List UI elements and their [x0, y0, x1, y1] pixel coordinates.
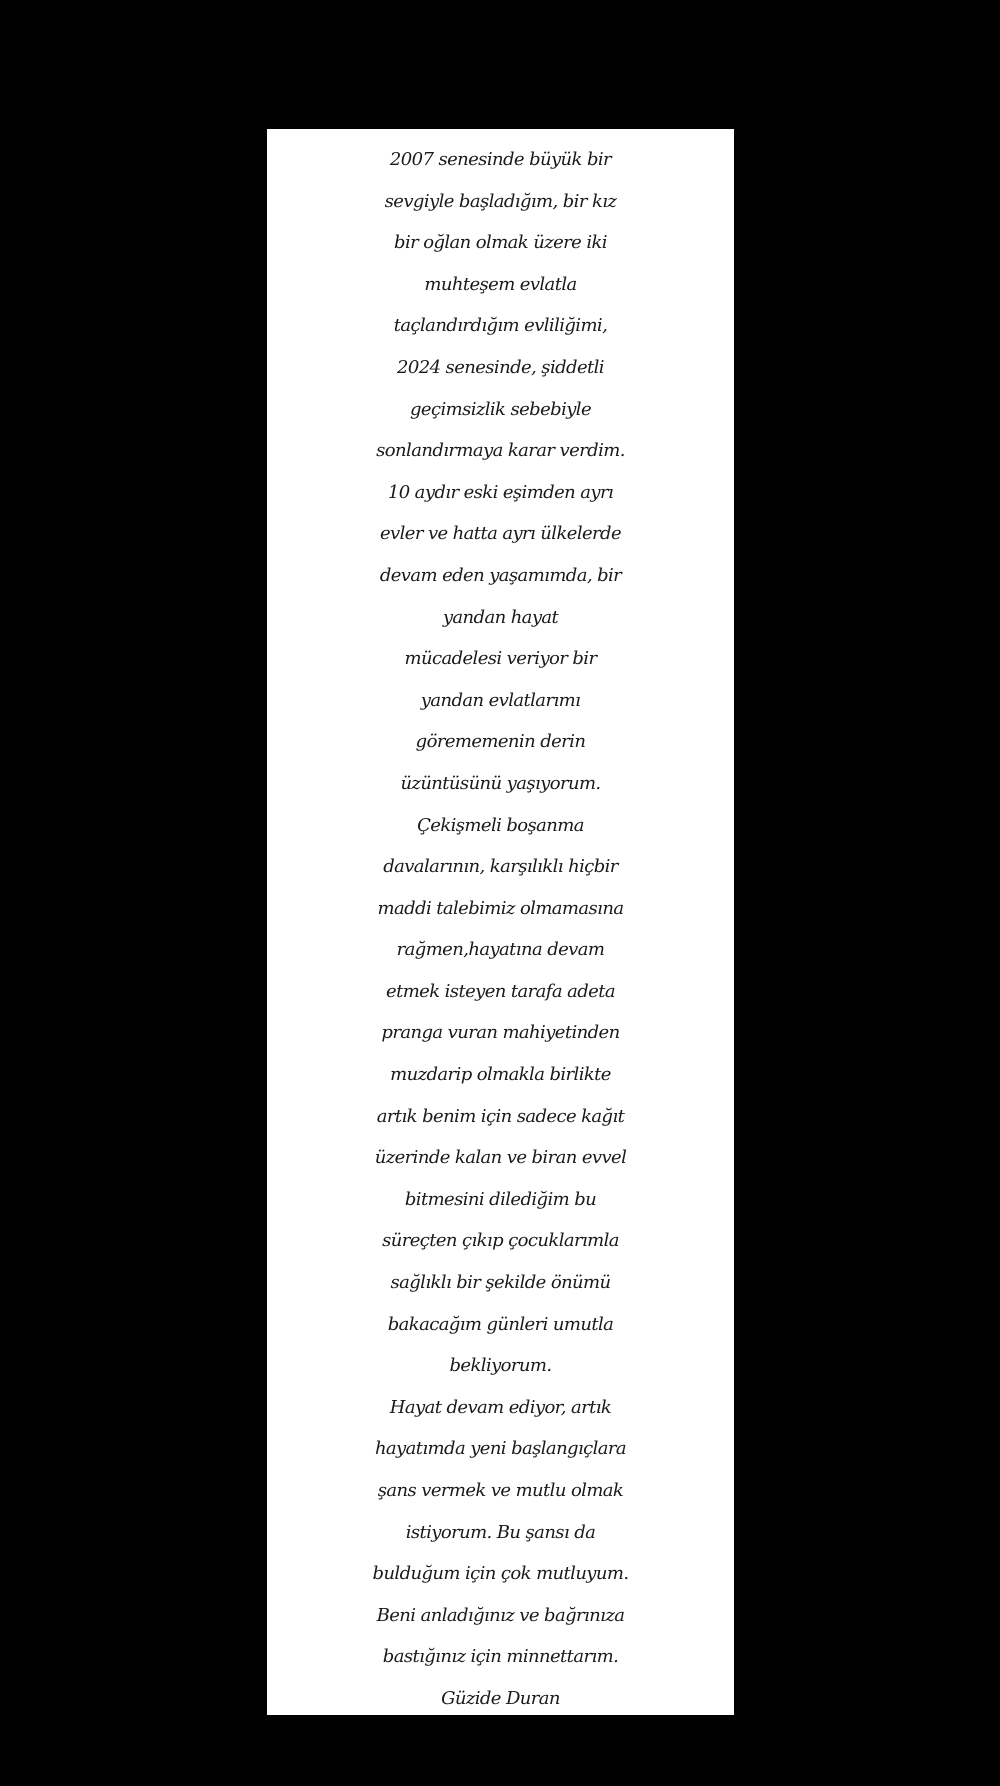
- statement-line: Hayat devam ediyor, artık: [389, 1396, 612, 1418]
- statement-text: [267, 139, 734, 1720]
- statement-line: hayatımda yeni başlangıçlara: [374, 1438, 627, 1460]
- statement-line: şans vermek ve mutlu olmak: [377, 1480, 624, 1501]
- statement-line: bulduğum için çok mutluyum.: [372, 1563, 629, 1585]
- statement-line: üzerinde kalan ve biran evvel: [374, 1147, 627, 1169]
- statement-line: bakacağım günleri umutla: [387, 1313, 614, 1335]
- statement-line: artık benim için sadece kağıt: [376, 1105, 625, 1127]
- statement-line: bekliyorum.: [449, 1355, 552, 1377]
- statement-line: sonlandırmaya karar verdim.: [376, 440, 625, 462]
- statement-line: Beni anladığınız ve bağrınıza: [376, 1604, 625, 1626]
- statement-line: evler ve hatta ayrı ülkelerde: [379, 523, 622, 545]
- statement-line: devam eden yaşamımda, bir: [379, 564, 622, 586]
- statement-line: bitmesini dilediğim bu: [404, 1188, 597, 1210]
- statement-line: rağmen,hayatına devam: [396, 939, 605, 961]
- statement-line: 2024 senesinde, şiddetli: [397, 356, 604, 378]
- statement-line: muzdarip olmakla birlikte: [390, 1064, 611, 1086]
- statement-line: muhteşem evlatla: [424, 273, 577, 295]
- statement-line: üzüntüsünü yaşıyorum.: [400, 772, 601, 794]
- statement-line: etmek isteyen tarafa adeta: [386, 980, 615, 1002]
- statement-line: süreçten çıkıp çocuklarımla: [382, 1230, 619, 1252]
- statement-line: 10 aydır eski eşimden ayrı: [387, 481, 614, 503]
- statement-line: mücadelesi veriyor bir: [404, 648, 597, 670]
- statement-line: yandan evlatlarımı: [420, 689, 581, 711]
- statement-line: taçlandırdığım evliliğimi,: [393, 315, 608, 337]
- statement-line: görememenin derin: [415, 731, 586, 753]
- statement-line: maddi talebimiz olmamasına: [377, 897, 624, 919]
- statement-card: [267, 129, 734, 1715]
- statement-line: sevgiyle başladığım, bir kız: [384, 190, 617, 212]
- statement-line: geçimsizlik sebebiyle: [409, 398, 592, 420]
- statement-line: istiyorum. Bu şansı da: [405, 1521, 596, 1543]
- statement-line: bir oğlan olmak üzere iki: [394, 232, 607, 254]
- signature-line: Güzide Duran: [441, 1687, 560, 1709]
- statement-line: davalarının, karşılıklı hiçbir: [383, 856, 618, 878]
- statement-line: 2007 senesinde büyük bir: [389, 149, 612, 170]
- statement-line: bastığınız için minnettarım.: [382, 1646, 619, 1668]
- statement-line: Çekişmeli boşanma: [417, 814, 584, 836]
- statement-line: yandan hayat: [442, 606, 559, 628]
- statement-line: sağlıklı bir şekilde önümü: [390, 1272, 611, 1294]
- statement-line: pranga vuran mahiyetinden: [381, 1022, 620, 1044]
